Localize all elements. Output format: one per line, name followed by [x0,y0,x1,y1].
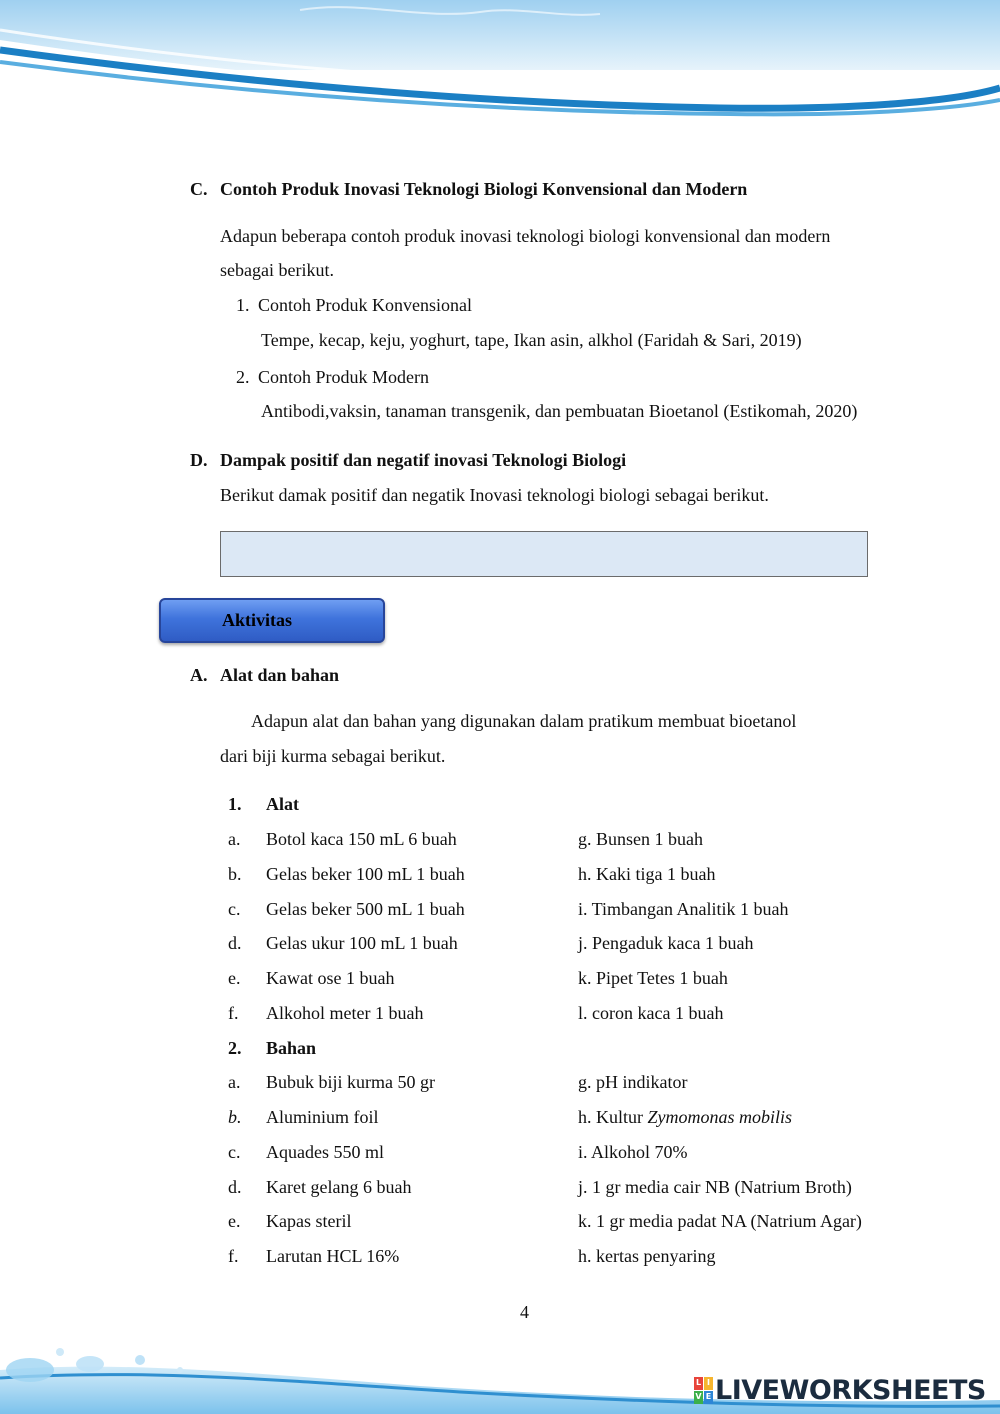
section-a-intro-line2: dari biji kurma sebagai berikut. [220,746,446,766]
table-row-item: k. 1 gr media padat NA (Natrium Agar) [578,1211,862,1231]
table-row-item: Kapas steril [266,1211,352,1231]
table-row-letter: c. [228,1142,241,1162]
table-row-letter: f. [228,1003,239,1023]
section-a-letter: A. [190,665,208,685]
table-row-item: l. coron kaca 1 buah [578,1003,724,1023]
table-row-item: Larutan HCL 16% [266,1246,400,1266]
table-row-letter: d. [228,933,242,953]
aktivitas-button-label: Aktivitas [221,610,292,630]
logo-letter: V [694,1391,703,1404]
table-row-item: Gelas beker 500 mL 1 buah [266,899,465,919]
table-row-item: Alkohol meter 1 buah [266,1003,424,1023]
table-row-item: j. Pengaduk kaca 1 buah [578,933,754,953]
table-row-item: Kawat ose 1 buah [266,968,395,988]
alat-number: 1. [228,794,242,814]
list-item-number: 1. [236,295,250,315]
table-row-item: h. kertas penyaring [578,1246,716,1266]
section-c-title: Contoh Produk Inovasi Teknologi Biologi Konvensional dan Modern [220,179,748,199]
table-row-letter: f. [228,1246,239,1266]
liveworksheets-logo [694,1374,986,1406]
section-a-title: Alat dan bahan [220,665,340,685]
section-a-intro-line1: Adapun alat dan bahan yang digunakan dalam pratikum membuat bioetanol [251,711,797,731]
section-c-intro-line2: sebagai berikut. [220,260,334,280]
table-row-item: k. Pipet Tetes 1 buah [578,968,728,988]
bahan-title: Bahan [266,1038,317,1058]
table-row-item: Botol kaca 150 mL 6 buah [266,829,457,849]
table-row-letter: b. [228,864,242,884]
list-item-number: 2. [236,367,250,387]
liveworksheets-brand-text: LIVEWORKSHEETS [715,1374,986,1406]
section-c-letter: C. [190,179,208,199]
list-item-label: Contoh Produk Konvensional [258,295,472,315]
table-row-item: h. Kaki tiga 1 buah [578,864,716,884]
section-c-intro-line1: Adapun beberapa contoh produk inovasi teknologi biologi konvensional dan modern [220,226,831,246]
table-row-item: g. Bunsen 1 buah [578,829,703,849]
table-row-letter: d. [228,1177,242,1197]
logo-letter: I [704,1377,713,1390]
table-row-item: g. pH indikator [578,1072,688,1092]
table-row-item: Gelas beker 100 mL 1 buah [266,864,465,884]
species-name: Zymomonas mobilis [647,1107,793,1127]
table-row-item: Karet gelang 6 buah [266,1177,412,1197]
table-row-item: j. 1 gr media cair NB (Natrium Broth) [578,1177,852,1197]
culture-label: h. Kultur [578,1107,648,1127]
table-row-item: i. Alkohol 70% [578,1142,688,1162]
liveworksheets-icon [694,1377,712,1403]
aktivitas-button[interactable] [159,598,385,643]
list-item-detail: Tempe, kecap, keju, yoghurt, tape, Ikan asin, alkhol (Faridah & Sari, 2019) [261,330,802,350]
alat-title: Alat [266,794,299,814]
table-row-item: Gelas ukur 100 mL 1 buah [266,933,458,953]
header-wave-decoration [0,0,1000,120]
bahan-number: 2. [228,1038,242,1058]
table-row-letter: a. [228,1072,241,1092]
section-d-letter: D. [190,450,208,470]
impact-answer-field[interactable] [220,531,868,577]
table-row-item [578,1106,792,1128]
list-item-label: Contoh Produk Modern [258,367,429,387]
section-d-intro: Berikut damak positif dan negatik Inovasi teknologi biologi sebagai berikut. [220,485,769,505]
list-item-detail: Antibodi,vaksin, tanaman transgenik, dan pembuatan Bioetanol (Estikomah, 2020) [261,401,858,421]
table-row-letter: e. [228,968,241,988]
page-number: 4 [520,1302,529,1322]
table-row-item: Aquades 550 ml [266,1142,384,1162]
table-row-letter: a. [228,829,241,849]
table-row-item: i. Timbangan Analitik 1 buah [578,899,789,919]
table-row-letter: c. [228,899,241,919]
logo-letter: E [704,1391,713,1404]
table-row-letter: b. [228,1107,242,1127]
table-row-item: Bubuk biji kurma 50 gr [266,1072,435,1092]
table-row-item: Aluminium foil [266,1107,379,1127]
table-row-letter: e. [228,1211,241,1231]
logo-letter: L [694,1377,703,1390]
section-d-title: Dampak positif dan negatif inovasi Teknologi Biologi [220,450,627,470]
